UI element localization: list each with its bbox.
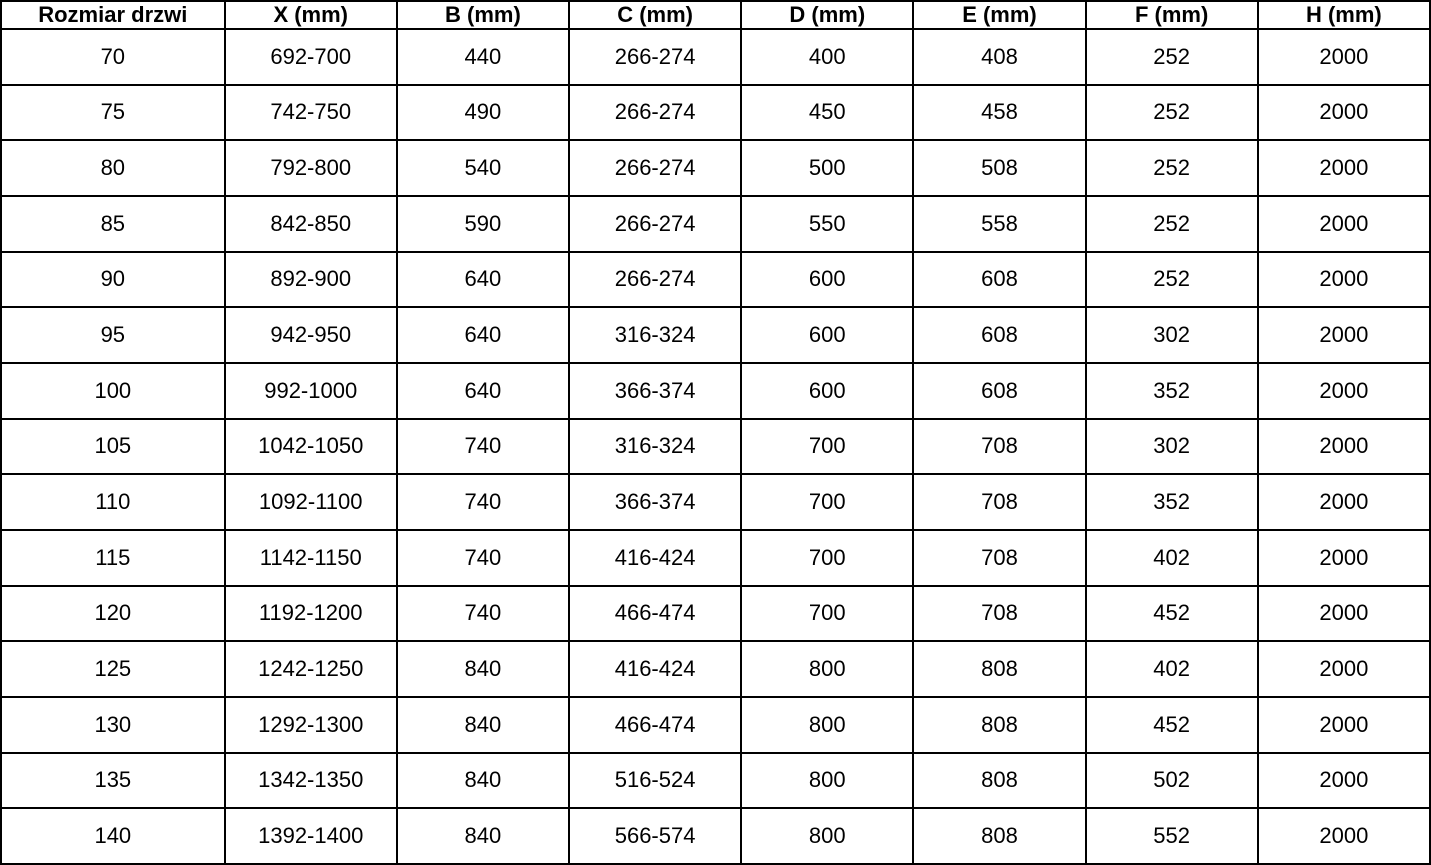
table-cell: 466-474 — [569, 697, 741, 753]
column-header-f-mm: F (mm) — [1086, 1, 1258, 29]
table-row — [1, 530, 1430, 586]
table-cell: 110 — [1, 474, 225, 530]
table-cell: 692-700 — [225, 29, 397, 85]
table-cell: 640 — [397, 252, 569, 308]
column-header-d-mm: D (mm) — [741, 1, 913, 29]
table-cell: 558 — [913, 196, 1085, 252]
table-cell: 408 — [913, 29, 1085, 85]
table-cell: 302 — [1086, 419, 1258, 475]
table-cell: 266-274 — [569, 140, 741, 196]
table-row — [1, 196, 1430, 252]
table-row — [1, 363, 1430, 419]
table-cell: 490 — [397, 85, 569, 141]
table-cell: 2000 — [1258, 641, 1430, 697]
table-cell: 552 — [1086, 808, 1258, 864]
table-cell: 90 — [1, 252, 225, 308]
table-cell: 590 — [397, 196, 569, 252]
table-row — [1, 419, 1430, 475]
table-cell: 800 — [741, 753, 913, 809]
table-cell: 540 — [397, 140, 569, 196]
table-cell: 800 — [741, 697, 913, 753]
table-cell: 135 — [1, 753, 225, 809]
table-cell: 840 — [397, 697, 569, 753]
table-cell: 252 — [1086, 140, 1258, 196]
table-cell: 2000 — [1258, 140, 1430, 196]
column-header-x-mm: X (mm) — [225, 1, 397, 29]
table-cell: 316-324 — [569, 307, 741, 363]
table-cell: 808 — [913, 697, 1085, 753]
table-cell: 892-900 — [225, 252, 397, 308]
table-cell: 608 — [913, 252, 1085, 308]
table-cell: 740 — [397, 419, 569, 475]
table-cell: 352 — [1086, 363, 1258, 419]
table-cell: 452 — [1086, 697, 1258, 753]
table-cell: 2000 — [1258, 29, 1430, 85]
table-cell: 842-850 — [225, 196, 397, 252]
table-cell: 466-474 — [569, 586, 741, 642]
table-cell: 708 — [913, 586, 1085, 642]
table-cell: 808 — [913, 808, 1085, 864]
table-cell: 416-424 — [569, 530, 741, 586]
table-cell: 266-274 — [569, 252, 741, 308]
table-cell: 252 — [1086, 29, 1258, 85]
table-cell: 2000 — [1258, 697, 1430, 753]
table-cell: 2000 — [1258, 419, 1430, 475]
table-cell: 700 — [741, 586, 913, 642]
table-cell: 2000 — [1258, 808, 1430, 864]
table-cell: 640 — [397, 307, 569, 363]
table-row — [1, 753, 1430, 809]
table-cell: 2000 — [1258, 363, 1430, 419]
table-head — [1, 1, 1430, 29]
table-cell: 600 — [741, 307, 913, 363]
table-cell: 600 — [741, 252, 913, 308]
table-cell: 700 — [741, 474, 913, 530]
table-cell: 740 — [397, 474, 569, 530]
table-cell: 700 — [741, 419, 913, 475]
table-cell: 316-324 — [569, 419, 741, 475]
table-cell: 2000 — [1258, 530, 1430, 586]
table-cell: 600 — [741, 363, 913, 419]
table-cell: 452 — [1086, 586, 1258, 642]
table-row — [1, 641, 1430, 697]
table-cell: 440 — [397, 29, 569, 85]
table-cell: 608 — [913, 307, 1085, 363]
table-cell: 808 — [913, 753, 1085, 809]
table-cell: 992-1000 — [225, 363, 397, 419]
table-cell: 366-374 — [569, 474, 741, 530]
table-cell: 80 — [1, 140, 225, 196]
table-cell: 740 — [397, 586, 569, 642]
table-cell: 740 — [397, 530, 569, 586]
table-cell: 402 — [1086, 641, 1258, 697]
table-cell: 500 — [741, 140, 913, 196]
table-cell: 700 — [741, 530, 913, 586]
table-cell: 2000 — [1258, 85, 1430, 141]
column-header-c-mm: C (mm) — [569, 1, 741, 29]
table-cell: 1342-1350 — [225, 753, 397, 809]
table-row — [1, 140, 1430, 196]
table-cell: 120 — [1, 586, 225, 642]
table-cell: 1142-1150 — [225, 530, 397, 586]
table-cell: 840 — [397, 641, 569, 697]
table-cell: 742-750 — [225, 85, 397, 141]
table-cell: 458 — [913, 85, 1085, 141]
table-cell: 840 — [397, 753, 569, 809]
table-cell: 266-274 — [569, 29, 741, 85]
column-header-h-mm: H (mm) — [1258, 1, 1430, 29]
table-cell: 252 — [1086, 196, 1258, 252]
table-cell: 400 — [741, 29, 913, 85]
table-cell: 566-574 — [569, 808, 741, 864]
table-cell: 1292-1300 — [225, 697, 397, 753]
table-cell: 95 — [1, 307, 225, 363]
table-body — [1, 29, 1430, 864]
table-cell: 302 — [1086, 307, 1258, 363]
table-cell: 130 — [1, 697, 225, 753]
column-header-e-mm: E (mm) — [913, 1, 1085, 29]
table-cell: 516-524 — [569, 753, 741, 809]
table-cell: 808 — [913, 641, 1085, 697]
table-cell: 140 — [1, 808, 225, 864]
table-cell: 2000 — [1258, 252, 1430, 308]
table-cell: 115 — [1, 530, 225, 586]
table-cell: 1192-1200 — [225, 586, 397, 642]
table-cell: 416-424 — [569, 641, 741, 697]
table-cell: 508 — [913, 140, 1085, 196]
table-cell: 2000 — [1258, 753, 1430, 809]
table-cell: 708 — [913, 419, 1085, 475]
table-cell: 70 — [1, 29, 225, 85]
table-cell: 352 — [1086, 474, 1258, 530]
header-row — [1, 1, 1430, 29]
table-cell: 2000 — [1258, 196, 1430, 252]
column-header-rozmiar-drzwi: Rozmiar drzwi — [1, 1, 225, 29]
table-cell: 608 — [913, 363, 1085, 419]
table-cell: 2000 — [1258, 586, 1430, 642]
table-row — [1, 808, 1430, 864]
table-cell: 708 — [913, 530, 1085, 586]
table-cell: 708 — [913, 474, 1085, 530]
table-cell: 942-950 — [225, 307, 397, 363]
table-cell: 2000 — [1258, 474, 1430, 530]
table-cell: 792-800 — [225, 140, 397, 196]
table-row — [1, 586, 1430, 642]
table-cell: 450 — [741, 85, 913, 141]
table-cell: 800 — [741, 808, 913, 864]
table-cell: 252 — [1086, 85, 1258, 141]
table-cell: 640 — [397, 363, 569, 419]
table-row — [1, 697, 1430, 753]
table-row — [1, 252, 1430, 308]
table-cell: 105 — [1, 419, 225, 475]
table-cell: 366-374 — [569, 363, 741, 419]
table-cell: 1392-1400 — [225, 808, 397, 864]
table-cell: 252 — [1086, 252, 1258, 308]
table-cell: 85 — [1, 196, 225, 252]
column-header-b-mm: B (mm) — [397, 1, 569, 29]
table-cell: 402 — [1086, 530, 1258, 586]
table-cell: 100 — [1, 363, 225, 419]
table-cell: 75 — [1, 85, 225, 141]
table-cell: 2000 — [1258, 307, 1430, 363]
table-row — [1, 474, 1430, 530]
table-row — [1, 307, 1430, 363]
table-cell: 1242-1250 — [225, 641, 397, 697]
table-cell: 502 — [1086, 753, 1258, 809]
table-cell: 840 — [397, 808, 569, 864]
table-cell: 125 — [1, 641, 225, 697]
table-cell: 1042-1050 — [225, 419, 397, 475]
table-cell: 266-274 — [569, 196, 741, 252]
table-cell: 266-274 — [569, 85, 741, 141]
table-row — [1, 85, 1430, 141]
table-row — [1, 29, 1430, 85]
table-cell: 550 — [741, 196, 913, 252]
table-cell: 1092-1100 — [225, 474, 397, 530]
table-cell: 800 — [741, 641, 913, 697]
